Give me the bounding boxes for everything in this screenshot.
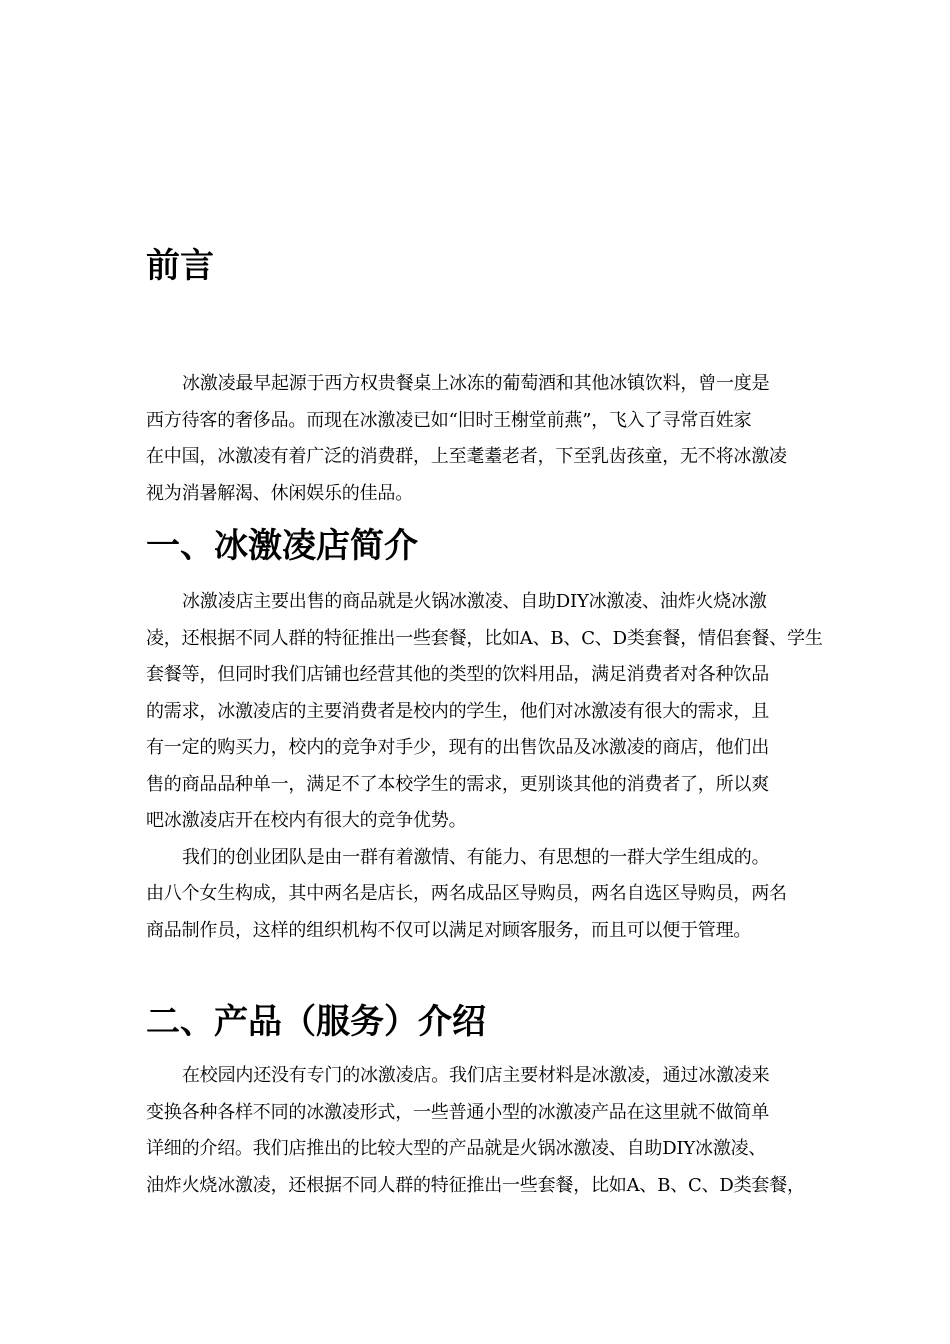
- text-line: 的需求，冰激凌店的主要消费者是校内的学生，他们对冰激凌有很大的需求，且: [146, 700, 769, 722]
- text-line: 吧冰激凌店开在校内有很大的竞争优势。: [146, 810, 467, 831]
- preface-paragraph: [146, 366, 810, 512]
- text-line: 西方待客的奢侈品。而现在冰激凌已如“旧时王榭堂前燕”，飞入了寻常百姓家: [146, 409, 752, 431]
- text-line: 凌，还根据不同人群的特征推出一些套餐，比如A、B、C、D类套餐，情侣套餐、学生: [146, 627, 823, 649]
- text-line: 油炸火烧冰激凌，还根据不同人群的特征推出一些套餐，比如A、B、C、D类套餐，: [146, 1174, 805, 1196]
- section-2-body: [146, 1058, 810, 1204]
- text-line: 变换各种各样不同的冰激凌形式，一些普通小型的冰激凌产品在这里就不做简单: [146, 1101, 769, 1123]
- section-1-heading: 一、冰激凌店简介: [146, 526, 418, 566]
- section-2-heading: 二、产品（服务）介绍: [146, 1002, 486, 1042]
- text-line: 冰激凌店主要出售的商品就是火锅冰激凌、自助DIY冰激凌、油炸火烧冰激: [182, 591, 767, 612]
- section-1-body: [146, 584, 823, 949]
- text-line: 冰激凌最早起源于西方权贵餐桌上冰冻的葡萄酒和其他冰镇饮料，曾一度是: [182, 373, 770, 394]
- text-line: 由八个女生构成，其中两名是店长，两名成品区导购员，两名自选区导购员，两名: [146, 883, 787, 904]
- text-line: 视为消暑解渴、休闲娱乐的佳品。: [146, 482, 413, 504]
- text-line: 套餐等，但同时我们店铺也经营其他的类型的饮料用品，满足消费者对各种饮品: [146, 664, 769, 685]
- text-line: 在校园内还没有专门的冰激凌店。我们店主要材料是冰激凌，通过冰激凌来: [182, 1065, 770, 1086]
- text-line: 详细的介绍。我们店推出的比较大型的产品就是火锅冰激凌、自助DIY冰激凌、: [146, 1138, 767, 1159]
- preface-heading: 前言: [146, 246, 214, 286]
- text-line: 售的商品品种单一，满足不了本校学生的需求，更别谈其他的消费者了，所以爽: [146, 773, 769, 795]
- text-line: 我们的创业团队是由一群有着激情、有能力、有思想的一群大学生组成的。: [182, 846, 770, 868]
- text-line: 在中国，冰激凌有着广泛的消费群，上至耄耋老者，下至乳齿孩童，无不将冰激凌: [146, 446, 787, 467]
- text-line: 商品制作员，这样的组织机构不仅可以满足对顾客服务，而且可以便于管理。: [146, 919, 752, 941]
- text-line: 有一定的购买力，校内的竞争对手少，现有的出售饮品及冰激凌的商店，他们出: [146, 737, 769, 758]
